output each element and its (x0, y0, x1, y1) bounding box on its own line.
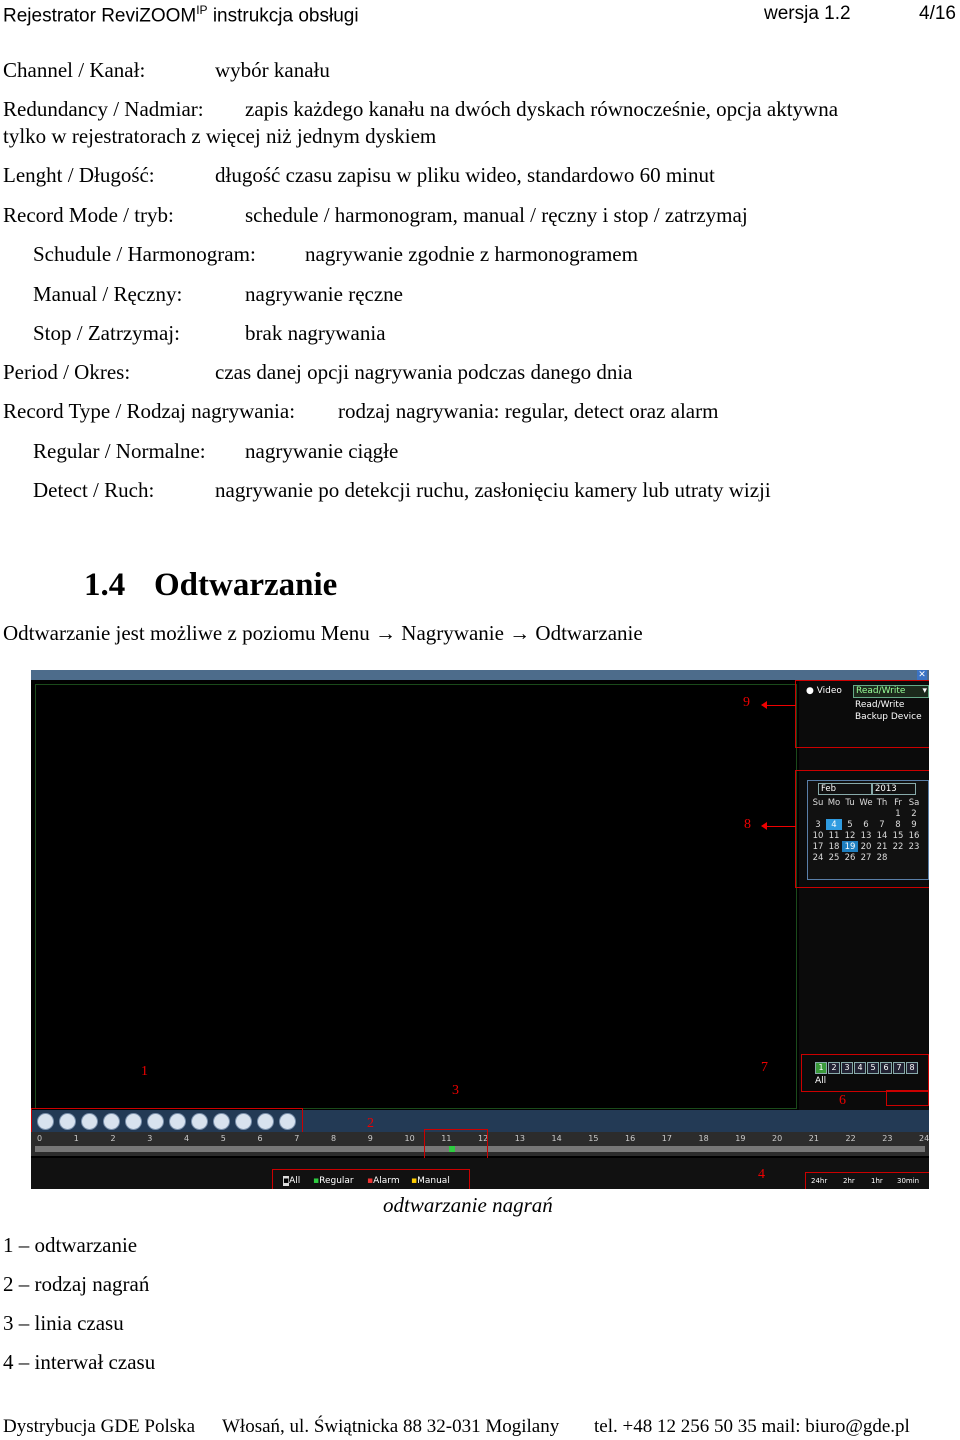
day[interactable]: 25 (828, 852, 840, 863)
timeline-tick: 22 (845, 1134, 856, 1143)
timeline-tick: 4 (184, 1134, 190, 1143)
timeline-tick: 23 (882, 1134, 893, 1143)
def-desc: zapis każdego kanału na dwóch dyskach równocześnie, opcja aktywna (245, 97, 839, 121)
def-desc: nagrywanie zgodnie z harmonogramem (305, 242, 638, 266)
timeline-tick: 16 (625, 1134, 636, 1143)
callout-9: 9 (743, 695, 750, 710)
calendar-grid (810, 797, 922, 863)
calendar-year-select[interactable] (872, 783, 916, 795)
day[interactable]: 18 (828, 841, 840, 852)
channel-button[interactable]: 2 (828, 1062, 840, 1074)
device-select-value: Read/Write (856, 686, 906, 696)
timeline-tick: 9 (367, 1134, 373, 1143)
weekday: Sa (908, 797, 920, 808)
timeline-tick: 8 (331, 1134, 337, 1143)
header-title-sup: IP (196, 3, 208, 17)
timeline-tick: 15 (588, 1134, 599, 1143)
callout-3: 3 (452, 1083, 459, 1098)
def-term: Regular / Normalne: (33, 439, 206, 463)
def-desc: nagrywanie po detekcji ruchu, zasłonięciu kamery lub utraty wizji (215, 478, 771, 502)
channel-button[interactable]: 4 (854, 1062, 866, 1074)
day[interactable]: 3 (815, 819, 821, 830)
legend-item: 1 – odtwarzanie (3, 1233, 138, 1257)
day[interactable]: 14 (876, 830, 888, 841)
header-version: wersja 1.2 (764, 3, 851, 24)
timeline-tick: 5 (220, 1134, 226, 1143)
def-term: Record Type / Rodzaj nagrywania: (3, 399, 296, 423)
header-page: 4/16 (919, 3, 956, 24)
calendar-month-select[interactable] (818, 783, 872, 795)
interval-2hr[interactable]: 2hr (843, 1177, 855, 1185)
record-type-label: Manual (417, 1176, 450, 1186)
day (826, 808, 842, 819)
callout-box-3 (424, 1129, 488, 1159)
timeline-tick: 6 (257, 1134, 263, 1143)
close-icon[interactable]: ✕ (918, 670, 926, 680)
timeline-tick: 20 (772, 1134, 783, 1143)
timeline-tick: 18 (698, 1134, 709, 1143)
record-type-label: Regular (319, 1176, 354, 1186)
bottom-row (31, 1158, 929, 1189)
day[interactable]: 6 (863, 819, 869, 830)
def-desc: długość czasu zapisu w pliku wideo, standardowo 60 minut (215, 163, 715, 187)
def-desc: wybór kanału (215, 58, 330, 82)
timeline-tick: 14 (551, 1134, 562, 1143)
day (906, 852, 922, 863)
def-desc: rodzaj nagrywania: regular, detect oraz alarm (338, 399, 719, 423)
channel-button[interactable]: 3 (841, 1062, 853, 1074)
channel-button[interactable]: 1 (815, 1062, 827, 1074)
section-number: 1.4 (84, 567, 126, 603)
day-selected[interactable]: 4 (826, 819, 842, 830)
timeline-tick: 24 (919, 1134, 929, 1143)
callout-6: 6 (839, 1093, 846, 1108)
callout-2: 2 (367, 1116, 374, 1131)
def-desc: brak nagrywania (245, 321, 386, 345)
callout-box-6 (886, 1090, 929, 1106)
header-title-main: Rejestrator ReviZOOM (3, 5, 197, 27)
day[interactable]: 26 (844, 852, 856, 863)
def-desc: schedule / harmonogram, manual / ręczny i stop / zatrzymaj (245, 203, 748, 227)
def-term: Channel / Kanał: (3, 58, 146, 82)
legend-item: 4 – interwał czasu (3, 1350, 156, 1374)
day[interactable]: 2 (911, 808, 917, 819)
callout-arrow-9 (766, 705, 796, 706)
def-term: Manual / Ręczny: (33, 282, 183, 306)
header-title (3, 3, 359, 27)
timeline-tick: 2 (110, 1134, 116, 1143)
day[interactable]: 21 (876, 841, 888, 852)
timeline-tick: 17 (661, 1134, 672, 1143)
weekday: Tu (845, 797, 855, 808)
interval-1hr[interactable]: 1hr (871, 1177, 883, 1185)
timeline-tick: 13 (514, 1134, 525, 1143)
callout-arrow-8 (766, 826, 796, 827)
footer-address: Włosań, ul. Świątnicka 88 32-031 Mogilany (222, 1416, 560, 1437)
callout-7: 7 (761, 1060, 768, 1075)
timeline-tick: 7 (294, 1134, 300, 1143)
legend-item: 2 – rodzaj nagrań (3, 1272, 150, 1296)
day[interactable]: 17 (812, 841, 824, 852)
weekday: Th (876, 797, 888, 808)
video-area (35, 684, 797, 1109)
callout-1: 1 (141, 1064, 148, 1079)
timeline-tick: 19 (735, 1134, 746, 1143)
window-titlebar (31, 670, 929, 680)
calendar-month: Feb (821, 784, 837, 794)
def-term: Detect / Ruch: (33, 478, 155, 502)
day[interactable]: 12 (844, 830, 856, 841)
timeline-tick: 10 (404, 1134, 415, 1143)
section-intro: Odtwarzanie jest możliwe z poziomu Menu → Nagrywanie → Odtwarzanie (3, 621, 643, 645)
channel-button[interactable]: 8 (906, 1062, 918, 1074)
interval-24hr[interactable]: 24hr (811, 1177, 828, 1185)
record-type-alarm[interactable]: ▪Alarm (367, 1176, 400, 1186)
calendar (807, 780, 929, 880)
def-term: Schudule / Harmonogram: (33, 242, 256, 266)
timeline-tick: 0 (37, 1134, 43, 1143)
def-desc: nagrywanie ciągłe (245, 439, 399, 463)
day (858, 808, 874, 819)
day[interactable]: 5 (847, 819, 853, 830)
interval-30min[interactable]: 30min (897, 1177, 920, 1185)
day[interactable]: 10 (812, 830, 824, 841)
day[interactable]: 16 (908, 830, 920, 841)
day[interactable]: 22 (892, 841, 904, 852)
record-type-regular[interactable]: ▪Regular (313, 1176, 354, 1186)
day[interactable]: 1 (895, 808, 901, 819)
figure-caption: odtwarzanie nagrań (383, 1193, 553, 1217)
record-type-label: All (289, 1176, 301, 1186)
day (874, 808, 890, 819)
record-type-label: Alarm (373, 1176, 400, 1186)
device-option[interactable]: Read/Write (855, 700, 905, 710)
day[interactable]: 15 (892, 830, 904, 841)
def-desc-cont: tylko w rejestratorach z więcej niż jednym dyskiem (3, 124, 437, 148)
day[interactable]: 28 (876, 852, 888, 863)
day[interactable]: 8 (895, 819, 901, 830)
def-desc: czas danej opcji nagrywania podczas danego dnia (215, 360, 633, 384)
timeline-tick: 21 (808, 1134, 819, 1143)
def-term: Period / Okres: (3, 360, 131, 384)
timeline-tick: 12 (478, 1134, 489, 1143)
device-option[interactable]: Backup Device (855, 712, 922, 722)
day[interactable]: 20 (860, 841, 872, 852)
weekday: Su (812, 797, 824, 808)
day[interactable]: 7 (879, 819, 885, 830)
weekday: We (859, 797, 873, 808)
day (842, 808, 858, 819)
timeline-tick: 3 (147, 1134, 153, 1143)
timeline-tick: 11 (441, 1134, 452, 1143)
channel-button[interactable]: 6 (880, 1062, 892, 1074)
day-highlighted[interactable]: 19 (842, 841, 858, 852)
calendar-year: 2013 (875, 784, 897, 794)
channel-button[interactable]: 7 (893, 1062, 905, 1074)
weekday: Mo (827, 797, 841, 808)
def-term: Record Mode / tryb: (3, 203, 174, 227)
def-term: Redundancy / Nadmiar: (3, 97, 204, 121)
record-type-all[interactable]: ▪All (283, 1176, 301, 1186)
def-term: Lenght / Długość: (3, 163, 155, 187)
def-term: Stop / Zatrzymaj: (33, 321, 180, 345)
device-radio[interactable]: ● Video (806, 686, 842, 696)
footer-company: Dystrybucja GDE Polska (3, 1416, 196, 1437)
legend-item: 3 – linia czasu (3, 1311, 124, 1335)
device-radio-label: Video (816, 686, 842, 696)
def-desc: nagrywanie ręczne (245, 282, 403, 306)
callout-8: 8 (744, 817, 751, 832)
footer-contact: tel. +48 12 256 50 35 mail: biuro@gde.pl (594, 1416, 910, 1437)
weekday: Fr (894, 797, 902, 808)
record-type-manual[interactable]: ▪Manual (411, 1176, 450, 1186)
device-select[interactable] (853, 685, 929, 698)
section-title: Odtwarzanie (154, 567, 338, 603)
channel-all[interactable]: All (815, 1076, 827, 1086)
chevron-down-icon: ▾ (922, 686, 927, 696)
day (890, 852, 906, 863)
channel-button[interactable]: 5 (867, 1062, 879, 1074)
day[interactable]: 11 (828, 830, 840, 841)
day (810, 808, 826, 819)
playback-screenshot (31, 670, 929, 1189)
day[interactable]: 23 (908, 841, 920, 852)
callout-4: 4 (758, 1167, 765, 1182)
day[interactable]: 27 (860, 852, 872, 863)
timeline-tick: 1 (73, 1134, 79, 1143)
day[interactable]: 24 (812, 852, 824, 863)
header-title-rest: instrukcja obsługi (207, 5, 359, 27)
day[interactable]: 9 (911, 819, 917, 830)
day[interactable]: 13 (860, 830, 872, 841)
